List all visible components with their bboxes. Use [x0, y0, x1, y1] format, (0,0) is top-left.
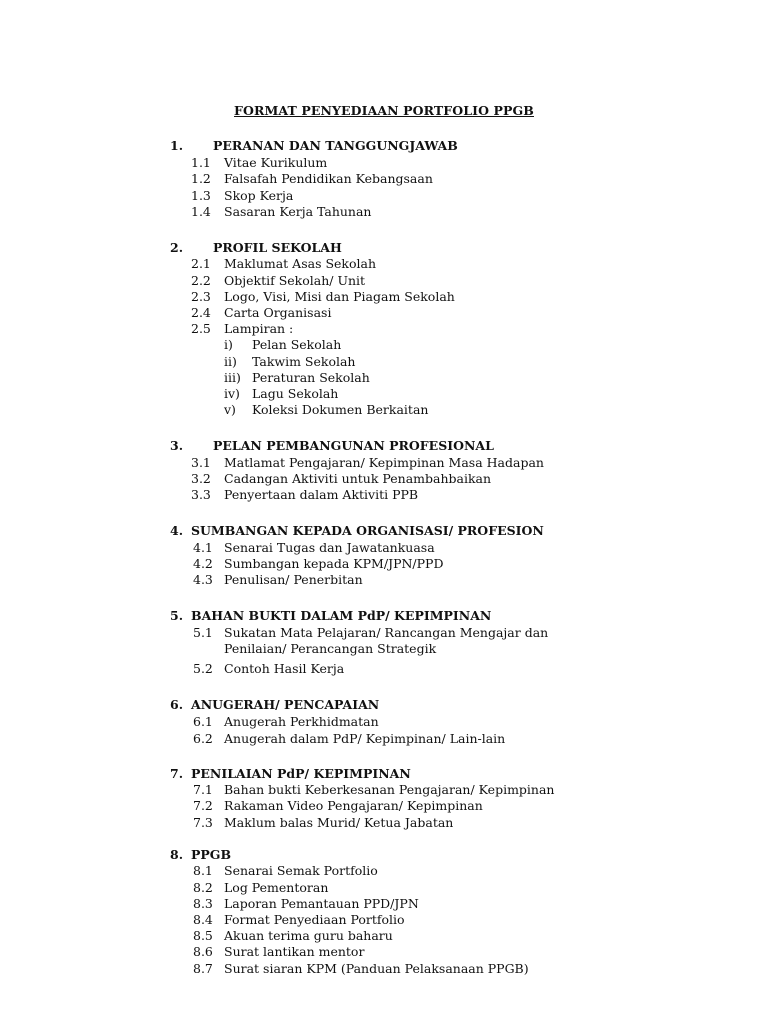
section-title: PROFIL SEKOLAH	[213, 240, 342, 255]
section-title: ANUGERAH/ PENCAPAIAN	[191, 697, 380, 712]
item-number: 4.1	[193, 540, 213, 555]
item-number: 8.7	[193, 961, 213, 976]
section-title: BAHAN BUKTI DALAM PdP/ KEPIMPINAN	[191, 608, 492, 623]
item-number: 3.2	[191, 471, 211, 486]
item-number: 5.2	[193, 661, 213, 676]
item-number: 8.3	[193, 896, 213, 911]
item-number: 2.5	[191, 321, 211, 336]
item-number: 8.4	[193, 912, 213, 927]
item-number: 7.2	[193, 798, 213, 813]
section-number: 4.	[170, 523, 184, 538]
item-text: Penyertaan dalam Aktiviti PPB	[224, 487, 419, 502]
item-number: 7.3	[193, 815, 213, 830]
item-text: Maklumat Asas Sekolah	[224, 256, 377, 271]
item-text: Laporan Pemantauan PPD/JPN	[224, 896, 419, 911]
subitem-number: ii)	[224, 354, 237, 369]
item-number: 6.2	[193, 731, 213, 746]
section-number: 2.	[170, 240, 184, 255]
item-number: 8.5	[193, 928, 213, 943]
item-text: Sukatan Mata Pelajaran/ Rancangan Mengajar dan	[224, 625, 549, 640]
item-text: Lampiran :	[224, 321, 294, 336]
section-number: 3.	[170, 438, 184, 453]
item-text: Cadangan Aktiviti untuk Penambahbaikan	[224, 471, 492, 486]
subitem-text: Pelan Sekolah	[252, 337, 342, 352]
item-number: 7.1	[193, 782, 213, 797]
item-text: Vitae Kurikulum	[224, 155, 328, 170]
item-number: 5.1	[193, 625, 213, 640]
item-text: Format Penyediaan Portfolio	[224, 912, 405, 927]
item-text-continued: Penilaian/ Perancangan Strategik	[224, 641, 437, 656]
item-number: 2.2	[191, 273, 211, 288]
item-text: Matlamat Pengajaran/ Kepimpinan Masa Hadapan	[224, 455, 544, 470]
item-text: Skop Kerja	[224, 188, 294, 203]
item-number: 4.3	[193, 572, 213, 587]
section-title: SUMBANGAN KEPADA ORGANISASI/ PROFESION	[191, 523, 544, 538]
item-text: Bahan bukti Keberkesanan Pengajaran/ Kepimpinan	[224, 782, 555, 797]
item-text: Log Pementoran	[224, 880, 329, 895]
item-number: 1.3	[191, 188, 211, 203]
item-text: Sasaran Kerja Tahunan	[224, 204, 372, 219]
item-text: Maklum balas Murid/ Ketua Jabatan	[224, 815, 454, 830]
item-text: Carta Organisasi	[224, 305, 332, 320]
subitem-number: iv)	[224, 386, 240, 401]
section-number: 5.	[170, 608, 184, 623]
subitem-text: Koleksi Dokumen Berkaitan	[252, 402, 429, 417]
section-number: 1.	[170, 138, 184, 153]
section-title: PPGB	[191, 847, 232, 862]
item-number: 3.1	[191, 455, 211, 470]
item-text: Rakaman Video Pengajaran/ Kepimpinan	[224, 798, 483, 813]
section-number: 8.	[170, 847, 184, 862]
item-text: Anugerah Perkhidmatan	[224, 714, 379, 729]
item-text: Penulisan/ Penerbitan	[224, 572, 363, 587]
item-number: 2.4	[191, 305, 211, 320]
document-title: FORMAT PENYEDIAAN PORTFOLIO PPGB	[234, 103, 534, 118]
subitem-text: Takwim Sekolah	[252, 354, 356, 369]
item-number: 8.2	[193, 880, 213, 895]
item-number: 8.6	[193, 944, 213, 959]
item-text: Surat siaran KPM (Panduan Pelaksanaan PPGB)	[224, 961, 529, 976]
item-number: 1.2	[191, 171, 211, 186]
item-text: Senarai Tugas dan Jawatankuasa	[224, 540, 435, 555]
item-text: Senarai Semak Portfolio	[224, 863, 378, 878]
item-text: Objektif Sekolah/ Unit	[224, 273, 366, 288]
item-number: 2.1	[191, 256, 211, 271]
item-text: Falsafah Pendidikan Kebangsaan	[224, 171, 433, 186]
subitem-number: i)	[224, 337, 233, 352]
item-number: 3.3	[191, 487, 211, 502]
subitem-text: Lagu Sekolah	[252, 386, 339, 401]
item-number: 4.2	[193, 556, 213, 571]
item-number: 2.3	[191, 289, 211, 304]
subitem-text: Peraturan Sekolah	[252, 370, 370, 385]
section-number: 7.	[170, 766, 184, 781]
item-number: 1.4	[191, 204, 211, 219]
item-number: 1.1	[191, 155, 211, 170]
item-text: Anugerah dalam PdP/ Kepimpinan/ Lain-lain	[224, 731, 506, 746]
item-text: Sumbangan kepada KPM/JPN/PPD	[224, 556, 444, 571]
item-text: Surat lantikan mentor	[224, 944, 365, 959]
item-text: Logo, Visi, Misi dan Piagam Sekolah	[224, 289, 455, 304]
section-title: PELAN PEMBANGUNAN PROFESIONAL	[213, 438, 494, 453]
subitem-number: v)	[224, 402, 236, 417]
section-title: PENILAIAN PdP/ KEPIMPINAN	[191, 766, 411, 781]
item-text: Akuan terima guru baharu	[224, 928, 393, 943]
item-number: 6.1	[193, 714, 213, 729]
section-title: PERANAN DAN TANGGUNGJAWAB	[213, 138, 458, 153]
subitem-number: iii)	[224, 370, 241, 385]
item-text: Contoh Hasil Kerja	[224, 661, 345, 676]
item-number: 8.1	[193, 863, 213, 878]
section-number: 6.	[170, 697, 184, 712]
